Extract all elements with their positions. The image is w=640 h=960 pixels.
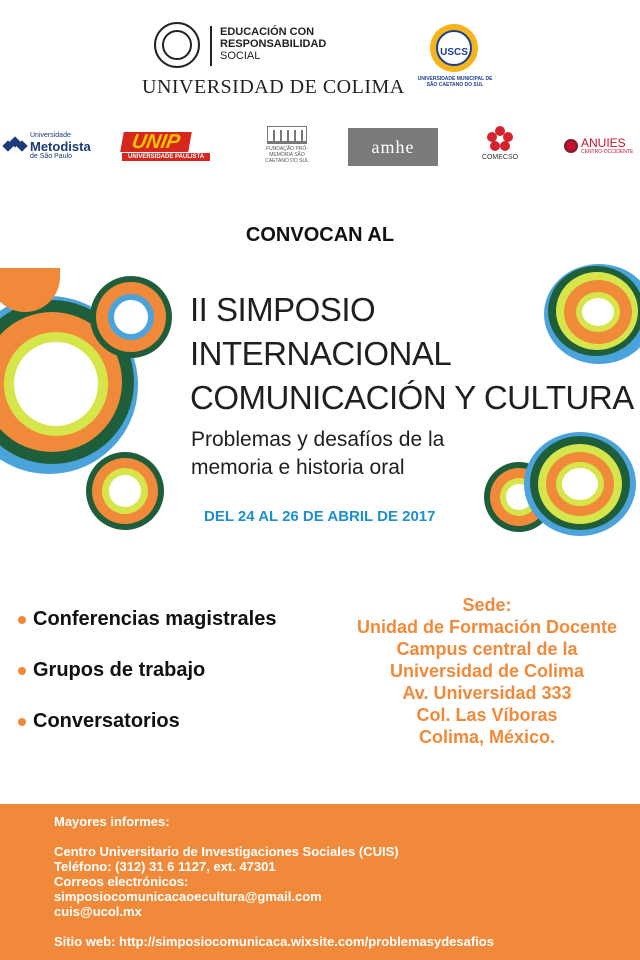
unip-logo: UNIP UNIVERSIDADE PAULISTA — [122, 126, 214, 166]
contact-footer — [0, 804, 640, 960]
bullet-icon — [18, 667, 26, 675]
bullet-icon — [18, 616, 26, 624]
bullet-icon — [18, 718, 26, 726]
building-icon — [267, 126, 307, 144]
metodista-mark-icon — [4, 138, 26, 154]
event-dates: DEL 24 AL 26 DE ABRIL DE 2017 — [204, 508, 436, 525]
footer-heading: Mayores informes: — [54, 814, 170, 829]
anuies-emblem-icon — [564, 139, 578, 153]
activity-item: Conversatorios — [18, 710, 180, 733]
symposium-subtitle: Problemas y desafíos de la memoria e historia oral — [191, 428, 445, 479]
uscs-name: UNIVERSIDADE MUNICIPAL DE SÃO CAETANO DO SUL — [417, 76, 493, 88]
flower-icon — [487, 126, 513, 152]
fundacao-pro-memoria-logo: FUNDAÇÃO PRÓ-MEMÓRIA SÃO CAETANO DO SUL — [258, 126, 316, 166]
activity-item: Grupos de trabajo — [18, 659, 205, 682]
footer-email-1[interactable]: simposiocomunicacaoecultura@gmail.com — [54, 889, 322, 904]
footer-email-2[interactable]: cuis@ucol.mx — [54, 904, 142, 919]
footer-website[interactable]: Sitio web: http://simposiocomunicaca.wixsite.com/problemasydesafios — [54, 934, 494, 949]
university-seal-icon — [154, 22, 200, 68]
ucol-tagline: EDUCACIÓN CON RESPONSABILIDAD SOCIAL — [220, 26, 327, 62]
symposium-title: II SIMPOSIO INTERNACIONAL COMUNICACIÓN Y CULTURA — [190, 291, 634, 416]
amhe-logo: amhe — [348, 128, 438, 166]
footer-center: Centro Universitario de Investigaciones Sociales (CUIS) — [54, 844, 399, 859]
footer-emails-label: Correos electrónicos: — [54, 874, 189, 889]
metodista-logo: Universidade Metodista de São Paulo — [4, 126, 98, 166]
comecso-logo: COMECSO — [474, 126, 526, 166]
uscs-logo — [414, 22, 524, 94]
uscs-emblem-icon: USCS — [430, 24, 478, 72]
footer-phone: Teléfono: (312) 31 6 1127, ext. 47301 — [54, 859, 276, 874]
anuies-logo: ANUIES CENTRO-OCCIDENTE — [564, 126, 640, 166]
venue-info: Sede: Unidad de Formación Docente Campus central de la Universidad de Colima Av. Universidad 333 Col. Las Víboras Colima, México. — [356, 595, 618, 747]
ucol-name: UNIVERSIDAD DE COLIMA — [142, 76, 405, 98]
activity-item: Conferencias magistrales — [18, 608, 276, 631]
universidad-de-colima-logo — [142, 18, 405, 98]
convocan-heading: CONVOCAN AL — [245, 224, 395, 246]
